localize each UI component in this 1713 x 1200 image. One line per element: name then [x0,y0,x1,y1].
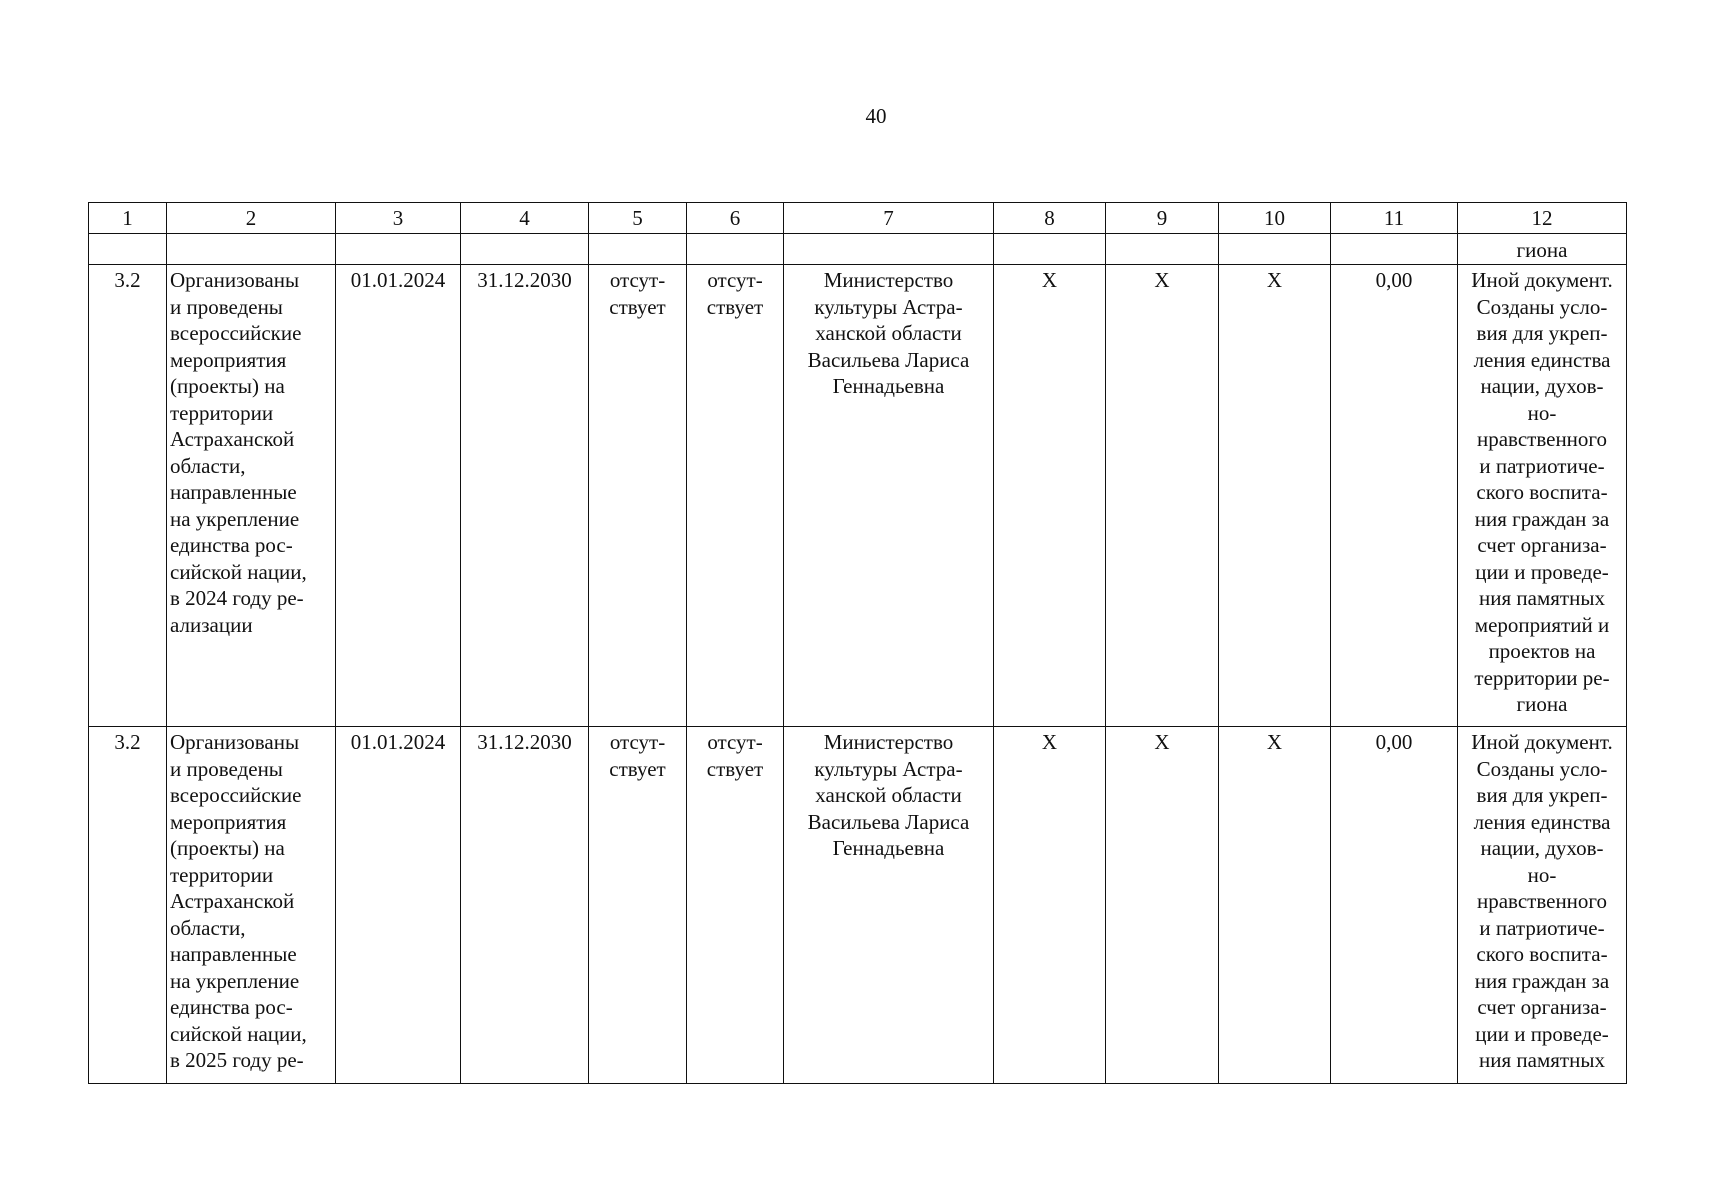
end-date: 31.12.2030 [461,265,589,727]
col5-value: отсут- ствует [589,265,687,727]
col6-value: отсут- ствует [687,265,784,727]
row-number: 3.2 [89,727,167,1084]
col8-value: X [994,727,1106,1084]
start-date: 01.01.2024 [336,265,461,727]
col5-value: отсут- ствует [589,727,687,1084]
col9-value: X [1106,265,1219,727]
column-header-10: 10 [1219,203,1331,234]
plan-table [88,202,1627,1084]
start-date: 01.01.2024 [336,727,461,1084]
event-name: Организованы и проведены всероссийские мероприятия (проекты) на территории Астраханской области, направленные на укрепление единства рос- сийской нации, в 2025 году ре- [167,727,336,1084]
col8-value: X [994,265,1106,727]
page-number: 40 [865,104,887,128]
column-header-12: 12 [1458,203,1627,234]
column-header-7: 7 [784,203,994,234]
col6-value: отсут- ствует [687,727,784,1084]
continuation-row [89,234,1627,265]
col10-value: X [1219,727,1331,1084]
column-header-4: 4 [461,203,589,234]
event-name: Организованы и проведены всероссийские мероприятия (проекты) на территории Астраханской области, направленные на укрепление единства рос- сийской нации, в 2024 году ре- ализации [167,265,336,727]
result-description: Иной документ. Созданы усло- вия для укреп- ления единства нации, духов- но- нравственного и патриотиче- ского воспита- ния граждан за счет организа- ции и проведе- ния памятных мероприятий и проектов на территории ре- гиона [1458,265,1627,727]
column-header-1: 1 [89,203,167,234]
column-header-3: 3 [336,203,461,234]
responsible: Министерство культуры Астра- ханской области Васильева Лариса Геннадьевна [784,727,994,1084]
column-header-5: 5 [589,203,687,234]
col11-value: 0,00 [1331,727,1458,1084]
column-header-2: 2 [167,203,336,234]
table-row [89,727,1627,1084]
result-description: Иной документ. Созданы усло- вия для укреп- ления единства нации, духов- но- нравственного и патриотиче- ского воспита- ния граждан за счет организа- ции и проведе- ния памятных [1458,727,1627,1084]
column-header-11: 11 [1331,203,1458,234]
end-date: 31.12.2030 [461,727,589,1084]
col11-value: 0,00 [1331,265,1458,727]
column-header-8: 8 [994,203,1106,234]
row-number: 3.2 [89,265,167,727]
col9-value: X [1106,727,1219,1084]
responsible: Министерство культуры Астра- ханской области Васильева Лариса Геннадьевна [784,265,994,727]
continuation-text: гиона [1458,234,1627,265]
column-header-9: 9 [1106,203,1219,234]
table-row [89,265,1627,727]
column-number-row [89,203,1627,234]
col10-value: X [1219,265,1331,727]
column-header-6: 6 [687,203,784,234]
